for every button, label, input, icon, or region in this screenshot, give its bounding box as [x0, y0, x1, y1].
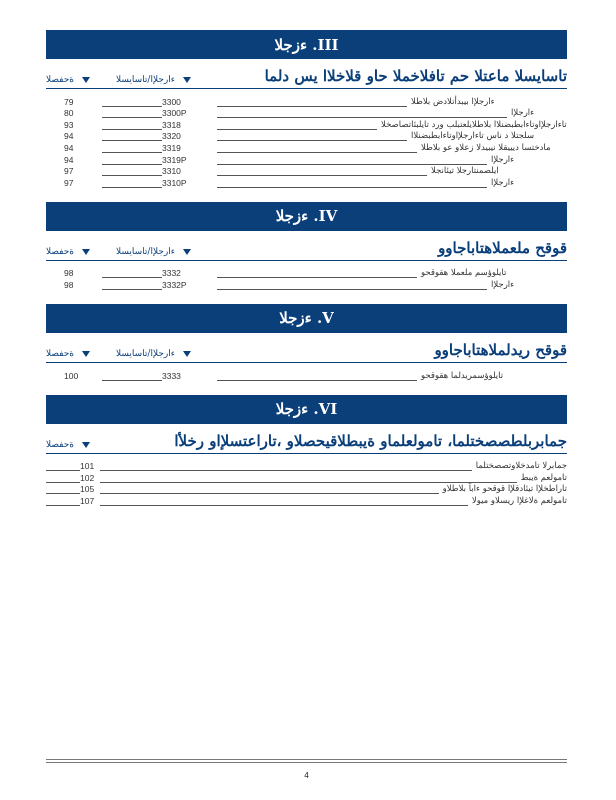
leader-line	[102, 132, 162, 141]
toc-page-number: 100	[64, 370, 79, 381]
triangle-down-icon	[82, 249, 90, 255]
toc-policy-cell	[102, 268, 217, 278]
toc-row	[46, 153, 567, 165]
toc-policy-number: 3333	[162, 370, 181, 381]
toc-policy-cell	[102, 166, 217, 176]
toc-row	[46, 141, 567, 153]
toc-page-number: 97	[64, 166, 74, 177]
toc-row	[46, 494, 567, 506]
column-header-policy	[116, 75, 216, 85]
toc-page-number: 107	[80, 495, 95, 506]
column-header-page	[46, 440, 116, 450]
toc-entry-text: تامولعم ةلاغلإا ريسلاو ميولا	[471, 495, 567, 506]
leader-line	[102, 109, 162, 118]
toc-row	[46, 483, 567, 495]
toc-entry	[217, 120, 567, 130]
column-header-page-label: ةحفصلا	[46, 439, 75, 450]
toc-entry	[100, 484, 567, 494]
toc-policy-cell	[102, 108, 217, 118]
toc-page-number: 79	[64, 96, 74, 107]
toc-row	[46, 130, 567, 142]
section-title-rule	[46, 453, 567, 454]
triangle-down-icon	[82, 77, 90, 83]
column-header-policy-label: ءارجلإا/تاسايسلا	[116, 348, 175, 359]
column-header-policy	[116, 247, 216, 257]
leader-line	[100, 497, 468, 506]
toc-policy-number: 3318	[162, 119, 181, 130]
toc-entry	[217, 280, 567, 290]
toc-entry-text: ءارجلإا	[491, 279, 515, 290]
toc-policy-number: 3319	[162, 142, 181, 153]
toc-entry	[217, 131, 567, 141]
toc-entry-text: تامولعم ةيبط	[520, 472, 567, 483]
column-header-policy-label: ءارجلإا/تاسايسلا	[116, 75, 175, 85]
toc-row	[46, 278, 567, 290]
triangle-down-icon	[82, 351, 90, 357]
triangle-down-icon	[183, 249, 191, 255]
leader-line	[217, 109, 507, 118]
toc-entry	[100, 473, 567, 483]
section-subheading	[46, 65, 567, 85]
section-header-bar: V. ءزجلا	[46, 304, 567, 333]
toc-row	[46, 460, 567, 472]
section-header-bar: VI. ءزجلا	[46, 395, 567, 424]
leader-line	[217, 98, 407, 107]
column-header-page-label: ةحفصلا	[46, 348, 75, 359]
toc-row	[46, 267, 567, 279]
toc-page	[46, 30, 567, 520]
toc-page-cell	[46, 496, 100, 506]
leader-line	[102, 372, 162, 381]
leader-line	[46, 474, 80, 483]
leader-line	[217, 167, 427, 176]
leader-line	[102, 281, 162, 290]
toc-page-number: 98	[64, 279, 74, 290]
page-number: 4	[304, 771, 309, 780]
toc-row	[46, 176, 567, 188]
section-iv	[46, 202, 567, 290]
toc-entry	[217, 178, 567, 188]
toc-entry-text: جمابرلا تامدخلاوتصصختلما	[475, 461, 567, 472]
leader-line	[102, 98, 162, 107]
toc-entry-text: ايلصمنتارجلا تيئانجلا	[431, 166, 499, 177]
toc-page-cell	[46, 461, 100, 471]
toc-entry-text: ءارجلإا	[491, 154, 515, 165]
toc-entry	[217, 268, 567, 278]
toc-entry-text: تايلوؤسم ملعملا هقوقحو	[421, 268, 507, 279]
toc-entry	[217, 166, 567, 176]
toc-page-number: 94	[64, 142, 74, 153]
leader-line	[102, 167, 162, 176]
toc-entry-text: ءارجلإا بيبدأتلادض بلاطلا	[411, 96, 495, 107]
toc-policy-number: 3300P	[162, 108, 187, 119]
toc-policy-cell	[102, 155, 217, 165]
toc-policy-cell	[102, 120, 217, 130]
leader-line	[46, 497, 80, 506]
toc-policy-cell	[102, 143, 217, 153]
toc-row	[46, 369, 567, 381]
leader-line	[217, 269, 417, 278]
section-v	[46, 304, 567, 381]
toc-policy-cell	[102, 97, 217, 107]
toc-page-cell	[46, 484, 100, 494]
section-header-bar: IV. ءزجلا	[46, 202, 567, 231]
section-title: قوقح ملعملاهتاباجاوو	[438, 238, 567, 257]
leader-line	[100, 485, 439, 494]
section-title-rule	[46, 260, 567, 261]
toc-entry-text: تايلوؤسمريدلما هقوقحو	[421, 370, 504, 381]
section-title-rule	[46, 362, 567, 363]
toc-entry-text: تاراطخلإا تيئادقلإا قوقحو ءابآ بلاطلاو	[442, 484, 567, 495]
leader-line	[217, 121, 377, 130]
leader-line	[217, 281, 487, 290]
toc-policy-number: 3320	[162, 131, 181, 142]
toc-policy-number: 3319P	[162, 154, 187, 165]
leader-line	[217, 132, 407, 141]
leader-line	[102, 269, 162, 278]
toc-policy-cell	[102, 178, 217, 188]
leader-line	[46, 485, 80, 494]
toc-policy-number: 3310P	[162, 177, 187, 188]
section-header-bar: III. ءزجلا	[46, 30, 567, 59]
triangle-down-icon	[183, 351, 191, 357]
footer-rule	[46, 759, 567, 760]
toc-policy-number: 3332P	[162, 279, 187, 290]
toc-page-number: 102	[80, 472, 95, 483]
toc-row	[46, 95, 567, 107]
toc-page-cell	[46, 473, 100, 483]
leader-line	[217, 372, 417, 381]
toc-page-number: 101	[80, 461, 95, 472]
toc-row	[46, 118, 567, 130]
toc-entry	[100, 496, 567, 506]
footer-rule	[46, 762, 567, 763]
toc-policy-cell	[102, 131, 217, 141]
section-subheading	[46, 237, 567, 257]
leader-line	[100, 474, 517, 483]
leader-line	[102, 144, 162, 153]
toc-entry	[100, 461, 567, 471]
triangle-down-icon	[82, 442, 90, 448]
toc-entry	[217, 371, 567, 381]
toc-page-number: 94	[64, 131, 74, 142]
leader-line	[102, 156, 162, 165]
toc-entry	[217, 143, 567, 153]
page-footer	[46, 759, 567, 780]
leader-line	[217, 144, 417, 153]
toc-page-number: 94	[64, 154, 74, 165]
toc-row	[46, 165, 567, 177]
column-header-page	[46, 349, 116, 359]
column-header-page-label: ةحفصلا	[46, 246, 75, 257]
toc-policy-number: 3332	[162, 268, 181, 279]
toc-entry	[217, 97, 567, 107]
toc-entry	[217, 108, 567, 118]
toc-entry	[217, 155, 567, 165]
toc-entry-text: تاءارجلإاوتاءابطبضنلاا بلاطلايلعتبلب ورد تايلبئاتصاصخلا	[381, 119, 567, 130]
section-title: تاسايسلا ماعتلا حم تافلاخملا حاو قلاخلاا يس دلما	[264, 67, 567, 85]
section-title: قوقح ريدلملاهتاباجاوو	[434, 340, 567, 359]
toc-entry-text: ءارجلإا	[491, 177, 515, 188]
triangle-down-icon	[183, 77, 191, 83]
section-vi	[46, 395, 567, 506]
toc-policy-number: 3300	[162, 96, 181, 107]
column-header-policy-label: ءارجلإا/تاسايسلا	[116, 246, 175, 257]
toc-page-number: 105	[80, 484, 95, 495]
section-subheading	[46, 430, 567, 450]
toc-policy-cell	[102, 371, 217, 381]
section-subheading	[46, 339, 567, 359]
section-title: جمابربلطصصختلما، تامولعلماو ةيبطلاقيحصلاو ،تاراعتسلإاو رخلأا	[174, 431, 567, 450]
column-header-page	[46, 75, 116, 85]
toc-page-number: 80	[64, 108, 74, 119]
leader-line	[217, 156, 487, 165]
toc-page-number: 98	[64, 268, 74, 279]
leader-line	[217, 179, 487, 188]
toc-page-number: 97	[64, 177, 74, 188]
toc-page-number: 93	[64, 119, 74, 130]
section-iii	[46, 30, 567, 188]
toc-policy-cell	[102, 280, 217, 290]
toc-entry-text: ءارجلإا	[511, 108, 535, 119]
leader-line	[102, 179, 162, 188]
toc-row	[46, 471, 567, 483]
toc-row	[46, 107, 567, 119]
column-header-page	[46, 247, 116, 257]
toc-policy-number: 3310	[162, 166, 181, 177]
column-header-page-label: ةحفصلا	[46, 75, 75, 85]
toc-entry-text: مادختسا ديييقلا نيبيدلا زعلاو عو بلاطلا	[421, 142, 551, 153]
leader-line	[102, 121, 162, 130]
leader-line	[100, 462, 472, 471]
leader-line	[46, 462, 80, 471]
toc-entry-text: سلجتلا د ناس تاءارجلإاوتاءابطبضنلاا	[411, 131, 535, 142]
section-title-rule	[46, 88, 567, 89]
column-header-policy	[116, 349, 216, 359]
